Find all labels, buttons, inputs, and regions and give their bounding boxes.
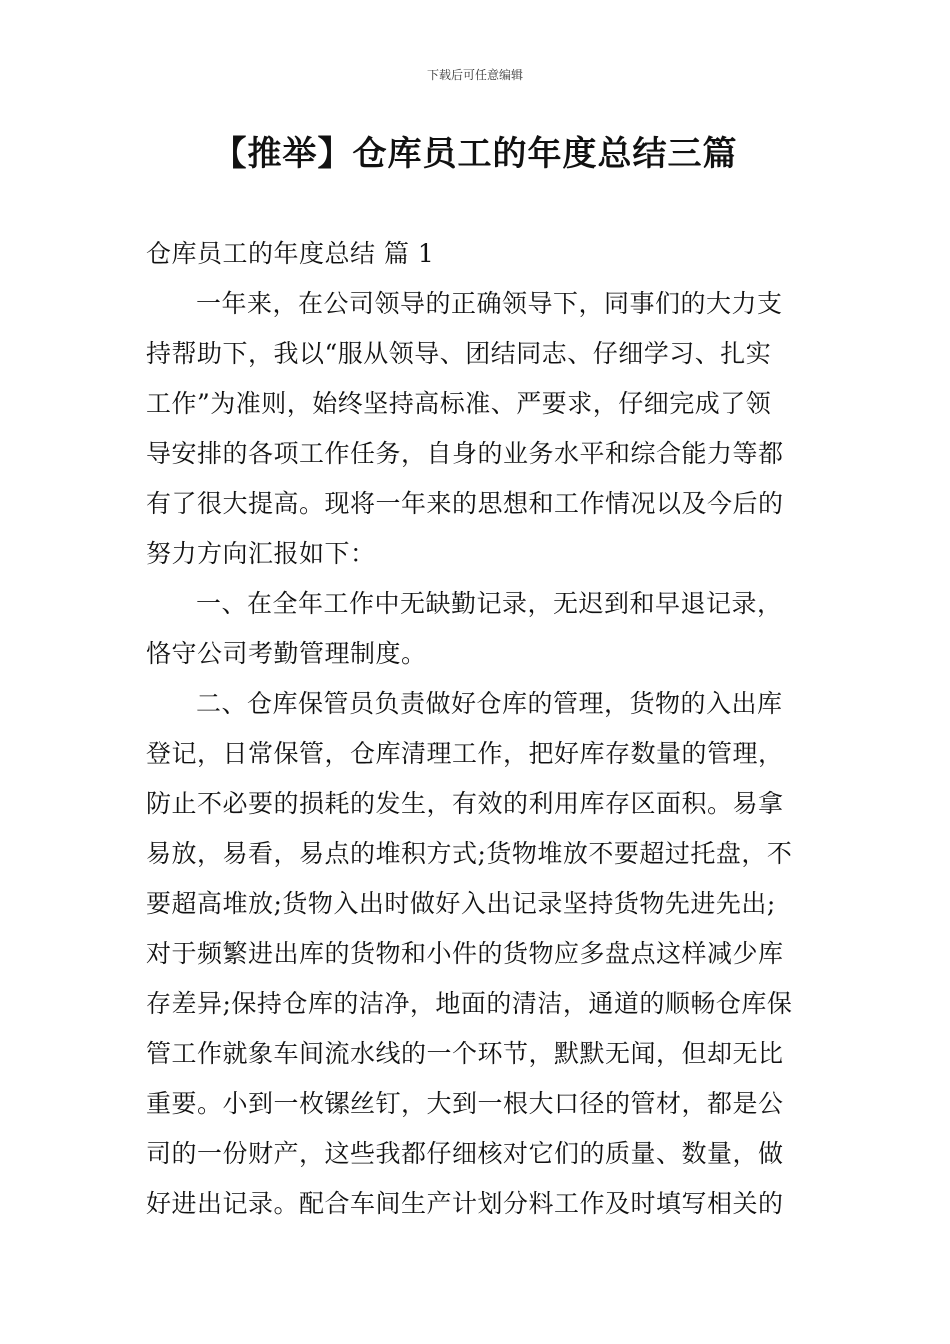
paragraph-line: 一年来，在公司领导的正确领导下，同事们的大力支 — [196, 289, 783, 318]
paragraph-line: 对于频繁进出库的货物和小件的货物应多盘点这样减少库 — [146, 939, 784, 968]
section-heading: 仓库员工的年度总结 篇 1 — [146, 239, 435, 268]
paragraph-line: 防止不必要的损耗的发生，有效的利用库存区面积。易拿 — [146, 789, 784, 818]
paragraph-line: 要超高堆放;货物入出时做好入出记录坚持货物先进先出; — [146, 889, 776, 918]
paragraph-line: 二、仓库保管员负责做好仓库的管理，货物的入出库 — [196, 689, 783, 718]
paragraph-line: 努力方向汇报如下： — [146, 539, 376, 568]
paragraph-line: 工作”为准则，始终坚持高标准、严要求，仔细完成了领 — [146, 389, 772, 418]
document-body — [146, 229, 816, 1229]
paragraph-line: 重要。小到一枚镙丝钉，大到一根大口径的管材，都是公 — [146, 1089, 784, 1118]
paragraph-1 — [146, 279, 816, 579]
paragraph-line: 一、在全年工作中无缺勤记录，无迟到和早退记录， — [196, 589, 783, 618]
paragraph-line: 导安排的各项工作任务，自身的业务水平和综合能力等都 — [146, 439, 784, 468]
paragraph-line: 持帮助下，我以“服从领导、团结同志、仔细学习、扎实 — [146, 339, 772, 368]
paragraph-line: 有了很大提高。现将一年来的思想和工作情况以及今后的 — [146, 489, 784, 518]
paragraph-line: 易放，易看，易点的堆积方式;货物堆放不要超过托盘，不 — [146, 839, 793, 868]
paragraph-line: 管工作就象车间流水线的一个环节，默默无闻，但却无比 — [146, 1039, 784, 1068]
paragraph-3 — [146, 679, 816, 1229]
header-note: 下载后可任意编辑 — [426, 68, 523, 82]
paragraph-2 — [146, 579, 816, 679]
paragraph-line: 存差异;保持仓库的洁净，地面的清洁，通道的顺畅仓库保 — [146, 989, 793, 1018]
paragraph-line: 登记，日常保管，仓库清理工作，把好库存数量的管理， — [146, 739, 784, 768]
paragraph-line: 司的一份财产，这些我都仔细核对它们的质量、数量，做 — [146, 1139, 784, 1168]
paragraph-line: 恪守公司考勤管理制度。 — [146, 639, 427, 668]
document-title: 【推举】仓库员工的年度总结三篇 — [212, 134, 738, 174]
paragraph-line: 好进出记录。配合车间生产计划分料工作及时填写相关的 — [146, 1189, 784, 1218]
